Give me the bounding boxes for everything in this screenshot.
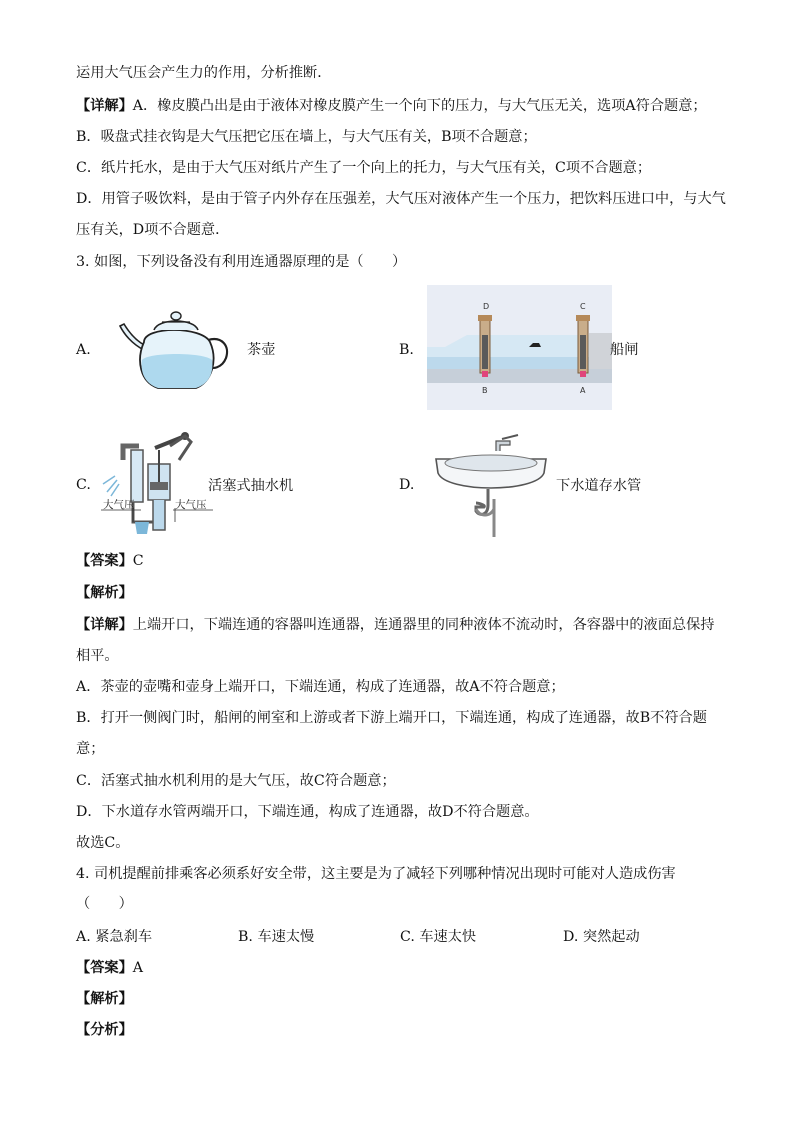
q3-detail-line-1: 【详解】上端开口，下端连通的容器叫连通器，连通器里的同种液体不流动时，各容器中的液面总保持 (76, 617, 715, 633)
option-c-letter: C. (76, 477, 91, 493)
q3-detail-line-5: 意； (76, 741, 105, 757)
prev-detail-line-5: 压有关，D项不合题意． (76, 222, 230, 238)
lock-label-b: B (482, 386, 488, 395)
q4-option-c: C. 车速太快 (400, 929, 477, 945)
pump-label-left: 大气压 (103, 499, 135, 511)
prev-detail-line-1: 【详解】A．橡皮膜凸出是由于液体对橡皮膜产生一个向下的压力，与大气压无关，选项A符合题意； (76, 98, 707, 114)
option-a-caption: 茶壶 (247, 342, 276, 358)
q3-detail-line-4: B．打开一侧阀门时，船闸的闸室和上游或者下游上端开口，下端连通，构成了连通器，故B不符合题 (76, 710, 707, 726)
sink-trap-illustration (432, 433, 550, 538)
q3-answer: 【答案】C (76, 553, 144, 569)
option-b-letter: B. (399, 342, 414, 358)
detail-tag: 【详解】 (76, 98, 133, 114)
prev-detail-line-3: C．纸片托水，是由于大气压对纸片产生了一个向上的托力，与大气压有关，C项不合题意； (76, 160, 652, 176)
q4-option-a: A. 紧急刹车 (76, 929, 153, 945)
piston-pump-illustration (95, 430, 220, 540)
option-d-letter: D. (399, 477, 415, 493)
lock-label-c: C (580, 302, 586, 311)
lock-label-d: D (483, 302, 490, 311)
prev-detail-line-2: B．吸盘式挂衣钩是大气压把它压在墙上，与大气压有关，B项不合题意； (76, 129, 537, 145)
q3-stem: 3. 如图，下列设备没有利用连通器原理的是（ ） (76, 254, 407, 270)
q3-detail-line-3: A．茶壶的壶嘴和壶身上端开口，下端连通，构成了连通器，故A不符合题意； (76, 679, 565, 695)
ship-lock-illustration (427, 285, 612, 410)
q4-stem-cont: （ ） (76, 896, 133, 912)
q3-analysis-tag: 【解析】 (76, 585, 133, 601)
q4-answer: 【答案】A (76, 960, 144, 976)
lock-label-a: A (580, 386, 586, 395)
prev-analysis-text: 运用大气压会产生力的作用，分析推断． (76, 65, 332, 81)
option-c-caption: 活塞式抽水机 (208, 478, 294, 494)
q3-detail-line-2: 相平。 (76, 648, 119, 664)
q3-detail-line-7: D．下水道存水管两端开口，下端连通，构成了连通器，故D不符合题意。 (76, 804, 539, 820)
pump-label-right: 大气压 (175, 499, 207, 511)
prev-detail-line-4: D．用管子吸饮料，是由于管子内外存在压强差，大气压对液体产生一个压力，把饮料压进口中，与大气 (76, 191, 726, 207)
q3-detail-line-6: C．活塞式抽水机利用的是大气压，故C符合题意； (76, 773, 396, 789)
q3-detail-line-8: 故选C。 (76, 835, 130, 851)
q4-analysis-sub: 【分析】 (76, 1022, 133, 1038)
option-d-caption: 下水道存水管 (556, 478, 642, 494)
q4-option-b: B. 车速太慢 (238, 929, 315, 945)
q4-option-d: D. 突然起动 (563, 929, 640, 945)
option-b-caption: 船闸 (610, 342, 639, 358)
option-a-letter: A. (76, 342, 91, 358)
q4-analysis-tag: 【解析】 (76, 991, 133, 1007)
teapot-illustration (114, 300, 236, 392)
q4-stem: 4. 司机提醒前排乘客必须系好安全带，这主要是为了减轻下列哪种情况出现时可能对人造成伤害 (76, 866, 676, 882)
